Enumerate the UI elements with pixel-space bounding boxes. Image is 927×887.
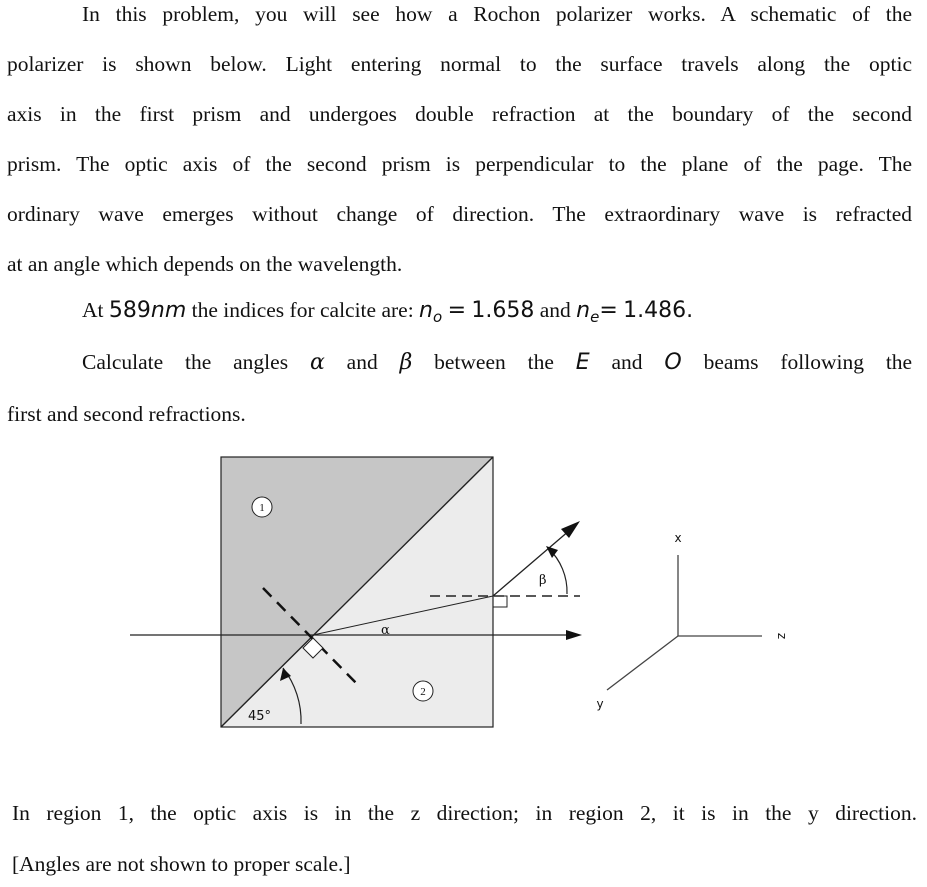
indices-middle: the indices for calcite are: xyxy=(191,298,414,322)
intro-line-2: polarizer is shown below. Light entering normal to the surface travels along the optic xyxy=(7,52,912,76)
o-beam-symbol: O xyxy=(664,350,682,375)
footer-line-1: In region 1, the optic axis is in the z direction; in region 2, it is in the y direction. xyxy=(12,801,917,825)
e-beam-symbol: E xyxy=(575,350,590,375)
axis-y-label: y xyxy=(596,697,604,711)
exit-right-angle-marker xyxy=(493,596,507,607)
no-equals: = xyxy=(447,298,466,323)
question-part1: Calculate the angles xyxy=(82,350,289,374)
ordinary-beam-arrowhead xyxy=(566,630,582,640)
intro-line-5: ordinary wave emerges without change of direction. The extraordinary wave is refracted xyxy=(7,202,912,226)
question-part3: beams following the xyxy=(703,350,913,374)
no-value: 1.658 xyxy=(471,298,535,323)
intro-line-1: In this problem, you will see how a Rochon polarizer works. A schematic of the xyxy=(82,2,912,26)
no-symbol: n xyxy=(419,298,433,323)
ne-symbol: n xyxy=(576,298,591,323)
ne-value: 1.486. xyxy=(623,298,694,323)
beta-label: β xyxy=(539,573,547,588)
extraordinary-beam-exit xyxy=(493,530,570,596)
alpha-symbol: α xyxy=(309,350,325,375)
intro-line-4: prism. The optic axis of the second prism is perpendicular to the plane of the page. The xyxy=(7,152,912,176)
rochon-polarizer-diagram xyxy=(0,440,927,780)
question-line-2: first and second refractions. xyxy=(7,402,246,426)
question-and1: and xyxy=(346,350,378,374)
ne-sub: e xyxy=(590,308,600,326)
beta-symbol: β xyxy=(399,350,413,375)
angle-45-label: 45° xyxy=(248,709,272,724)
ne-equals: = xyxy=(599,298,618,323)
indices-prefix: At xyxy=(82,298,104,322)
axis-x-label: x xyxy=(674,531,682,545)
axis-y-line xyxy=(607,636,678,690)
beta-arc-arrowhead xyxy=(546,546,558,558)
alpha-label: α xyxy=(381,623,390,638)
axis-z-label: z xyxy=(775,632,789,640)
intro-line-6: at an angle which depends on the wavelength. xyxy=(7,252,403,276)
wavelength-unit: nm xyxy=(150,298,187,323)
question-part2: between the xyxy=(434,350,554,374)
region-2-label: 2 xyxy=(420,686,426,698)
wavelength-value: 589 xyxy=(108,298,151,323)
question-line-1 xyxy=(82,350,912,375)
indices-and: and xyxy=(539,298,571,322)
question-and2: and xyxy=(611,350,643,374)
footer-line-2: [Angles are not shown to proper scale.] xyxy=(12,852,351,876)
intro-line-3: axis in the first prism and undergoes double refraction at the boundary of the second xyxy=(7,102,912,126)
region-1-label: 1 xyxy=(259,502,265,514)
no-sub: o xyxy=(433,308,443,326)
indices-line xyxy=(82,298,693,326)
